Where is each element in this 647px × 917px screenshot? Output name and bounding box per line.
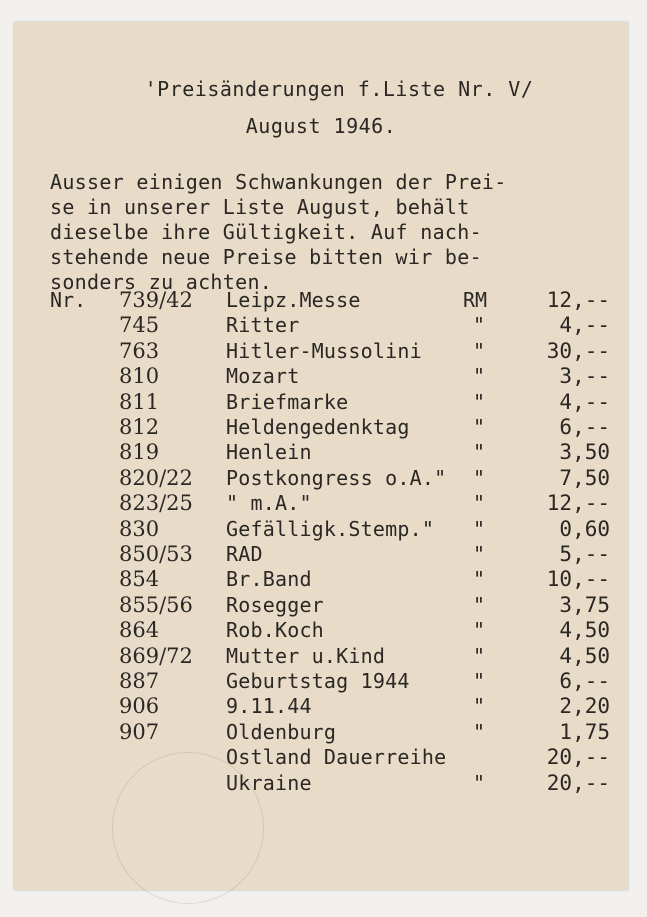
price-row xyxy=(14,339,628,364)
stamp-name: Mutter u.Kind xyxy=(226,643,386,668)
stamp-name: Gefälligk.Stemp." xyxy=(226,516,435,541)
price-value: 6,-- xyxy=(559,669,610,693)
ditto-mark: " xyxy=(473,643,486,668)
catalog-number: 906 xyxy=(119,694,160,719)
price-row xyxy=(14,567,628,592)
ditto-mark: " xyxy=(473,415,486,439)
catalog-number: 887 xyxy=(119,669,160,693)
price-row xyxy=(14,771,628,796)
title-line-1: 'Preisänderungen f.Liste Nr. V/ xyxy=(144,77,534,101)
price-value: 4,-- xyxy=(559,313,610,338)
price-row xyxy=(14,694,628,719)
price-row xyxy=(14,390,628,415)
stamp-name: Mozart xyxy=(226,364,300,389)
price-value: 1,75 xyxy=(559,719,610,744)
price-value: 2,20 xyxy=(559,694,610,719)
ditto-mark: " xyxy=(473,694,486,719)
ditto-mark: " xyxy=(473,389,486,414)
intro-line: dieselbe ihre Gültigkeit. Auf nach- xyxy=(50,220,482,244)
stamp-name: Geburtstag 1944 xyxy=(226,669,410,693)
ditto-mark: " xyxy=(473,465,486,490)
row-prefix: Nr. xyxy=(50,288,87,312)
price-value: 10,-- xyxy=(546,567,610,592)
price-value: 20,-- xyxy=(546,745,610,770)
price-row xyxy=(14,720,628,745)
catalog-number: 850/53 xyxy=(119,542,193,566)
catalog-number: 823/25 xyxy=(119,491,193,516)
stamp-name: Leipz.Messe xyxy=(226,288,361,312)
intro-line: stehende neue Preise bitten wir be- xyxy=(50,245,482,269)
intro-line: sonders zu achten. xyxy=(50,270,273,294)
catalog-number: 739/42 xyxy=(119,288,193,312)
price-value: 5,-- xyxy=(559,542,610,566)
price-value: 12,-- xyxy=(546,491,610,516)
price-row xyxy=(14,542,628,567)
catalog-number: 763 xyxy=(119,338,160,363)
price-row xyxy=(14,745,628,770)
price-row xyxy=(14,644,628,669)
ditto-mark: " xyxy=(473,542,486,566)
price-list-card xyxy=(14,22,628,890)
price-value: 7,50 xyxy=(559,465,610,490)
catalog-number: 830 xyxy=(119,516,160,541)
stamp-name: Ritter xyxy=(226,313,300,338)
price-value: 4,-- xyxy=(559,389,610,414)
catalog-number: 810 xyxy=(119,364,160,389)
ditto-mark: " xyxy=(473,440,486,465)
stamp-name: Rosegger xyxy=(226,592,324,617)
price-value: 30,-- xyxy=(546,338,610,363)
catalog-number: 907 xyxy=(119,719,160,744)
stamp-name: " m.A." xyxy=(226,491,312,516)
ditto-mark: " xyxy=(473,567,486,592)
catalog-number: 819 xyxy=(119,440,160,465)
catalog-number: 855/56 xyxy=(119,592,193,617)
intro-paragraph xyxy=(50,170,610,295)
stamp-name: Hitler-Mussolini xyxy=(226,338,422,363)
price-row xyxy=(14,669,628,694)
title-line-2: August 1946. xyxy=(245,114,397,138)
stamp-name: Ukraine xyxy=(226,770,312,795)
price-row xyxy=(14,593,628,618)
price-row xyxy=(14,415,628,440)
price-row xyxy=(14,466,628,491)
price-value: 3,50 xyxy=(559,440,610,465)
price-value: 12,-- xyxy=(546,288,610,312)
ditto-mark: " xyxy=(473,592,486,617)
price-value: 0,60 xyxy=(559,516,610,541)
catalog-number: 864 xyxy=(119,618,160,643)
price-row xyxy=(14,313,628,338)
price-value: 3,75 xyxy=(559,592,610,617)
intro-line: se in unserer Liste August, behält xyxy=(50,195,470,219)
currency-label: RM xyxy=(463,288,488,312)
stamp-name: Henlein xyxy=(226,440,312,465)
stamp-name: Heldengedenktag xyxy=(226,415,410,439)
catalog-number: 812 xyxy=(119,415,160,439)
price-value: 4,50 xyxy=(559,643,610,668)
ditto-mark: " xyxy=(473,719,486,744)
stamp-name: Postkongress o.A." xyxy=(226,465,447,490)
stamp-name: Oldenburg xyxy=(226,719,337,744)
ditto-mark: " xyxy=(473,770,486,795)
stamp-name: 9.11.44 xyxy=(226,694,312,719)
stamp-name: Br.Band xyxy=(226,567,312,592)
stamp-name: Briefmarke xyxy=(226,389,349,414)
catalog-number: 820/22 xyxy=(119,465,193,490)
ditto-mark: " xyxy=(473,491,486,516)
ditto-mark: " xyxy=(473,313,486,338)
price-row xyxy=(14,491,628,516)
intro-line: Ausser einigen Schwankungen der Prei- xyxy=(50,170,507,194)
catalog-number: 854 xyxy=(119,567,160,592)
catalog-number: 811 xyxy=(119,389,160,414)
price-value: 3,-- xyxy=(559,364,610,389)
price-value: 4,50 xyxy=(559,618,610,643)
price-row xyxy=(14,288,628,313)
price-row xyxy=(14,618,628,643)
stamp-name: RAD xyxy=(226,542,263,566)
ditto-mark: " xyxy=(473,516,486,541)
ditto-mark: " xyxy=(473,618,486,643)
catalog-number: 869/72 xyxy=(119,643,193,668)
catalog-number: 745 xyxy=(119,313,160,338)
ditto-mark: " xyxy=(473,364,486,389)
price-row xyxy=(14,440,628,465)
ditto-mark: " xyxy=(473,669,486,693)
stamp-name: Ostland Dauerreihe xyxy=(226,745,447,770)
price-row xyxy=(14,517,628,542)
price-value: 20,-- xyxy=(546,770,610,795)
stamp-name: Rob.Koch xyxy=(226,618,324,643)
price-row xyxy=(14,364,628,389)
price-value: 6,-- xyxy=(559,415,610,439)
ditto-mark: " xyxy=(473,338,486,363)
